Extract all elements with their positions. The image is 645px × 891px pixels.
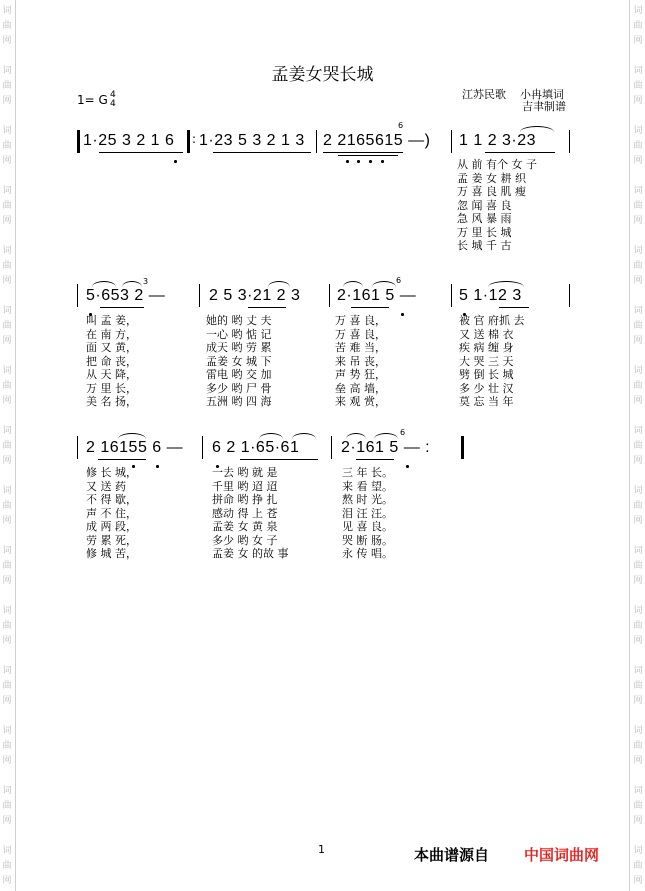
grace-note: 6: [398, 121, 404, 130]
measure-2-2: 2 5 3·21 2 3: [209, 287, 301, 304]
lyric-line: 垒 高 墙，: [335, 381, 386, 395]
lyric-line: 修 长 城，: [86, 466, 137, 479]
low-octave-dot: [406, 465, 409, 468]
watermark-char: 网: [2, 216, 12, 226]
lyric-line: 从 前 有个 女 子: [457, 158, 537, 171]
lyric-line: 熬 时 光。: [342, 493, 393, 506]
left-edge-line: [15, 0, 16, 891]
barline: [329, 284, 330, 307]
watermark-char: 词: [633, 726, 643, 736]
lyrics-row-2-col-3: [335, 314, 386, 409]
beam-underline: [323, 152, 403, 153]
watermark-char: 词: [2, 6, 12, 16]
low-octave-dot: [174, 160, 177, 163]
watermark-char: 网: [633, 276, 643, 286]
low-octave-dot: [346, 160, 349, 163]
lyric-line: 万 喜 良 肌 瘦: [457, 185, 526, 198]
watermark-char: 网: [633, 396, 643, 406]
lyric-line: 永 传 唱。: [342, 547, 393, 560]
brand-name: 中国词曲网: [524, 846, 600, 864]
measure-2-3: 2·161 5 —: [337, 287, 417, 304]
barline: [199, 284, 200, 307]
grace-note: 3: [143, 277, 149, 286]
lyric-line: 感动 得 上 苍: [212, 506, 278, 520]
watermark-char: 网: [2, 276, 12, 286]
barline: [77, 284, 78, 307]
watermark-char: 网: [633, 336, 643, 346]
watermark-char: 词: [633, 786, 643, 796]
watermark-char: 网: [633, 36, 643, 46]
beam-underline: [213, 152, 311, 153]
watermark-char: 曲: [633, 801, 643, 811]
watermark-char: 词: [2, 366, 12, 376]
lyric-line: 从 天 降，: [86, 368, 137, 381]
watermark-char: 网: [633, 636, 643, 646]
lyric-line: 忽 闻 喜 良: [457, 198, 512, 212]
slur: [520, 126, 554, 132]
lyric-line: 在 南 方，: [86, 327, 137, 341]
credit-arranger: 吉聿制谱: [522, 100, 566, 113]
lyric-line: 被 官 府抓 去: [459, 314, 525, 327]
lyrics-row-3-col-2: [212, 466, 289, 561]
beam-underline: [100, 307, 144, 308]
measure-1-2: 1·23 5 3 2 1 3: [199, 132, 305, 149]
watermark-char: 曲: [633, 441, 643, 451]
lyric-line: 疾 病 缠 身: [459, 341, 514, 354]
lyric-line: 大 哭 三 天: [459, 354, 514, 368]
watermark-char: 网: [633, 156, 643, 166]
watermark-char: 词: [2, 486, 12, 496]
watermark-char: 网: [2, 876, 12, 886]
measure-2-4: 5 1·12 3: [459, 287, 522, 304]
barline: [569, 130, 570, 153]
watermark-char: 网: [2, 156, 12, 166]
watermark-char: 词: [633, 186, 643, 196]
watermark-char: 曲: [2, 261, 12, 271]
lyrics-row-2-col-1: [86, 314, 137, 409]
low-octave-dot: [369, 160, 372, 163]
watermark-char: 词: [2, 666, 12, 676]
lyric-line: 万 喜 良，: [335, 314, 386, 327]
watermark-char: 词: [633, 546, 643, 556]
lyric-line: 五洲 哟 四 海: [206, 395, 272, 408]
grace-note: 6: [396, 276, 402, 285]
watermark-char: 词: [2, 726, 12, 736]
meter-bottom: 4: [110, 99, 116, 109]
lyric-line: 美 名 扬，: [86, 395, 137, 408]
watermark-char: 网: [2, 96, 12, 106]
watermark-char: 曲: [633, 501, 643, 511]
watermark-char: 曲: [633, 81, 643, 91]
watermark-char: 网: [2, 516, 12, 526]
watermark-char: 网: [633, 756, 643, 766]
right-watermark-strip: [631, 0, 645, 891]
watermark-char: 曲: [2, 801, 12, 811]
source-label: 本曲谱源自: [414, 846, 490, 864]
lyric-line: 急 风 暴 雨: [457, 212, 512, 225]
watermark-char: 网: [2, 36, 12, 46]
watermark-char: 网: [2, 576, 12, 586]
lyric-line: 多 少 壮 汉: [459, 381, 514, 395]
slur: [118, 433, 146, 439]
lyric-line: 莫 忘 当 年: [459, 395, 514, 408]
slur: [292, 433, 316, 439]
watermark-char: 词: [633, 846, 643, 856]
lyric-line: 劈 倒 长 城: [459, 368, 514, 381]
lyric-line: 来 看 望。: [342, 479, 393, 493]
lyric-line: 雷电 哟 交 加: [206, 368, 272, 381]
beam-underline: [98, 459, 146, 460]
lyric-line: 万 喜 良，: [335, 327, 386, 341]
watermark-char: 曲: [2, 501, 12, 511]
credit-origin: 江苏民歌: [462, 88, 506, 101]
watermark-char: 网: [2, 636, 12, 646]
lyrics-row-1: [457, 158, 537, 253]
slur: [372, 281, 396, 287]
watermark-char: 词: [2, 306, 12, 316]
watermark-char: 网: [633, 696, 643, 706]
beam-underline: [99, 152, 183, 153]
watermark-char: 词: [2, 546, 12, 556]
low-octave-dot: [381, 160, 384, 163]
lyric-line: 拼命 哟 挣 扎: [212, 493, 278, 506]
barline: [451, 130, 452, 153]
repeat-dots: :: [192, 132, 197, 146]
barline: [202, 436, 203, 459]
watermark-char: 词: [633, 306, 643, 316]
watermark-char: 词: [633, 486, 643, 496]
beam-underline: [499, 307, 529, 308]
beam-underline: [248, 307, 286, 308]
lyric-line: 来 观 赏，: [335, 395, 386, 408]
watermark-char: 网: [633, 216, 643, 226]
lyric-line: 孟姜 女 黄 泉: [212, 520, 278, 533]
lyric-line: 又 送 棉 衣: [459, 327, 514, 341]
slur: [259, 433, 283, 439]
watermark-char: 词: [2, 846, 12, 856]
watermark-char: 曲: [633, 201, 643, 211]
lyric-line: 不 得 歇，: [86, 493, 137, 506]
watermark-char: 曲: [2, 21, 12, 31]
beam-underline: [356, 459, 394, 460]
watermark-char: 词: [2, 426, 12, 436]
meter-top: 4: [110, 90, 116, 100]
lyric-line: 面 又 黄，: [86, 341, 137, 354]
watermark-char: 曲: [633, 21, 643, 31]
lyric-line: 万 里 长 城: [457, 225, 512, 239]
repeat-barline: [187, 130, 190, 153]
watermark-char: 曲: [633, 381, 643, 391]
slur: [268, 281, 290, 287]
lyric-line: 成 两 段，: [86, 520, 137, 533]
lyric-line: 哭 断 肠。: [342, 533, 393, 547]
watermark-char: 网: [2, 696, 12, 706]
watermark-char: 曲: [2, 201, 12, 211]
low-octave-dot: [156, 465, 159, 468]
watermark-char: 词: [633, 666, 643, 676]
lyric-line: 成天 哟 劳 累: [206, 341, 272, 354]
barline: [331, 436, 332, 459]
watermark-char: 网: [2, 456, 12, 466]
watermark-char: 曲: [633, 321, 643, 331]
lyric-line: 孟姜 女 的故 事: [212, 547, 289, 560]
lyrics-row-2-col-4: [459, 314, 525, 409]
measure-1-4: 1 1 2 3·23: [459, 132, 537, 149]
watermark-char: 网: [633, 456, 643, 466]
beam-underline: [351, 307, 389, 308]
watermark-char: 网: [633, 816, 643, 826]
lyric-line: 孟姜 女 城 下: [206, 354, 272, 368]
lyric-line: 把 命 丧，: [86, 354, 137, 368]
lyric-line: 一心 哟 惦 记: [206, 327, 272, 341]
lyric-line: 声 不 住，: [86, 506, 137, 520]
watermark-char: 曲: [2, 741, 12, 751]
watermark-char: 网: [2, 396, 12, 406]
measure-1-1: 1·25 3 2 1 6: [83, 132, 175, 149]
watermark-char: 曲: [633, 681, 643, 691]
watermark-char: 词: [2, 126, 12, 136]
measure-3-2: 6 2 1·65·61: [212, 439, 300, 456]
watermark-char: 词: [633, 606, 643, 616]
barline: [77, 436, 78, 459]
watermark-char: 曲: [633, 621, 643, 631]
watermark-char: 曲: [633, 141, 643, 151]
lyric-line: 多少 哟 尸 骨: [206, 381, 272, 395]
page-number: 1: [318, 843, 325, 856]
watermark-char: 网: [633, 576, 643, 586]
lyric-line: 苦 难 当，: [335, 341, 386, 354]
barline: [569, 284, 570, 307]
slur: [92, 281, 116, 287]
watermark-char: 曲: [633, 561, 643, 571]
watermark-char: 曲: [2, 81, 12, 91]
watermark-char: 词: [2, 186, 12, 196]
watermark-char: 曲: [2, 381, 12, 391]
right-edge-line: [629, 0, 630, 891]
watermark-char: 曲: [633, 261, 643, 271]
watermark-char: 网: [2, 756, 12, 766]
measure-3-1: 2 16155 6 —: [86, 439, 184, 456]
slur: [346, 433, 366, 439]
beam-underline: [338, 155, 398, 156]
key-signature: 1= G: [77, 93, 108, 107]
lyric-line: 千里 哟 迢 迢: [212, 479, 278, 493]
watermark-char: 网: [633, 96, 643, 106]
watermark-char: 词: [633, 246, 643, 256]
slur: [374, 433, 398, 439]
lyric-line: 见 喜 良。: [342, 520, 393, 533]
watermark-char: 曲: [2, 141, 12, 151]
lyrics-row-3-col-3: [342, 466, 393, 561]
measure-3-3: 2·161 5 — :: [341, 439, 431, 456]
end-repeat-barline: [461, 436, 464, 459]
lyric-line: 劳 累 死，: [86, 533, 137, 547]
lyric-line: 又 送 药: [86, 479, 126, 493]
lyric-line: 多少 哟 女 子: [212, 533, 278, 547]
lyrics-row-2-col-2: [206, 314, 272, 409]
lyric-line: 三 年 长。: [342, 466, 393, 479]
watermark-char: 曲: [2, 441, 12, 451]
low-octave-dot: [401, 313, 404, 316]
beam-underline: [485, 152, 555, 153]
watermark-char: 曲: [2, 681, 12, 691]
slur: [122, 281, 142, 287]
watermark-char: 曲: [2, 861, 12, 871]
grace-note: 6: [400, 428, 406, 437]
watermark-char: 网: [633, 876, 643, 886]
lyric-line: 一去 哟 就 是: [212, 466, 278, 479]
lyric-line: 她的 哟 丈 夫: [206, 314, 272, 327]
watermark-char: 词: [633, 366, 643, 376]
lyric-line: 长 城 千 古: [457, 239, 512, 252]
watermark-char: 词: [633, 66, 643, 76]
lyric-line: 叫 孟 姜，: [86, 314, 137, 327]
watermark-char: 词: [633, 426, 643, 436]
slur: [343, 281, 363, 287]
watermark-char: 词: [633, 126, 643, 136]
lyric-line: 泪 汪 汪。: [342, 506, 393, 520]
low-octave-dot: [357, 160, 360, 163]
watermark-char: 网: [2, 816, 12, 826]
time-signature: [110, 91, 116, 109]
barline: [451, 284, 452, 307]
lyric-line: 孟 姜 女 耕 织: [457, 171, 526, 185]
watermark-char: 曲: [2, 561, 12, 571]
watermark-char: 词: [2, 606, 12, 616]
watermark-char: 曲: [2, 621, 12, 631]
measure-2-1: 5·653 2 —: [86, 287, 166, 304]
slur: [488, 281, 524, 287]
watermark-char: 网: [2, 336, 12, 346]
lyric-line: 声 势 狂，: [335, 368, 386, 381]
credit-lyricist: 小冉填词: [520, 88, 564, 101]
watermark-char: 词: [633, 6, 643, 16]
start-barline: [77, 130, 80, 153]
watermark-char: 词: [2, 246, 12, 256]
watermark-char: 网: [633, 516, 643, 526]
song-title: 孟姜女哭长城: [271, 65, 374, 85]
beam-underline: [240, 459, 318, 460]
watermark-char: 曲: [2, 321, 12, 331]
lyrics-row-3-col-1: [86, 466, 137, 561]
watermark-char: 曲: [633, 861, 643, 871]
watermark-char: 词: [2, 786, 12, 796]
lyric-line: 来 吊 丧，: [335, 354, 386, 368]
left-watermark-strip: [0, 0, 14, 891]
lyric-line: 万 里 长，: [86, 381, 137, 395]
lyric-line: 修 城 苦，: [86, 547, 137, 560]
watermark-char: 曲: [633, 741, 643, 751]
barline: [316, 130, 317, 153]
measure-1-3: 2 2165615 —): [323, 132, 431, 149]
watermark-char: 词: [2, 66, 12, 76]
